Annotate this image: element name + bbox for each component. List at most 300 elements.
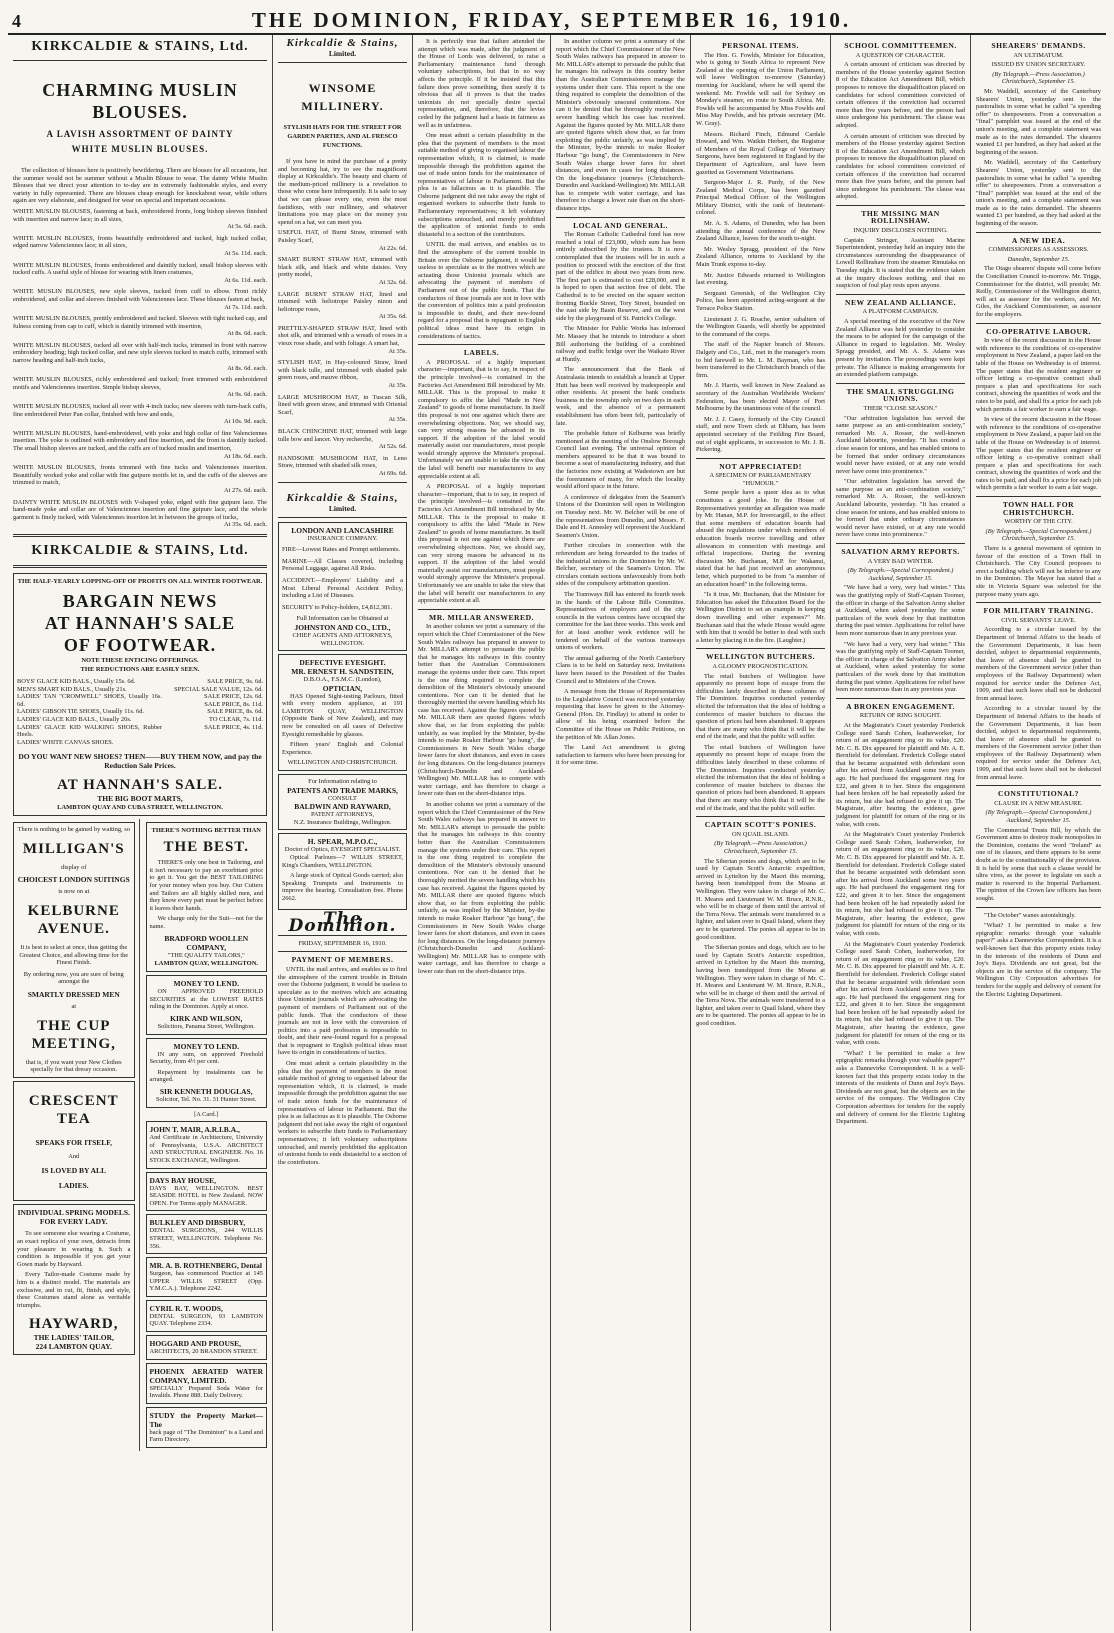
constitutional-head: CONSTITUTIONAL? xyxy=(998,789,1079,799)
patents-firm: BALDWIN AND RAYWARD, xyxy=(294,802,391,812)
labels-head: LABELS. xyxy=(463,348,500,358)
blouse-item-text: WHITE MUSLIN BLOUSES, tucked all over with 4-inch tucks; new sleeves with turn-back cuffs, fine embroidered Peter Pan collar, finished with bow and ends, xyxy=(13,403,267,418)
best-body2: We charge only for the Suit—not for the name. xyxy=(149,915,263,931)
blouse-item xyxy=(13,342,267,372)
card-body: Surgeon, has commenced Practice at 145 UPPER WILLIS STREET (Opp. Y.M.C.A.). Telephone 2242. xyxy=(149,1270,263,1293)
hat-item-price: At 35s. xyxy=(388,347,407,355)
local-para: The Tramways Bill has entered its fourth week in the hands of the Labour Bills Committee. Representatives of employers and of the city councils in the various centres have occupied the committee for the last three weeks. This week and for at least another week evidence will be tendered on behalf of the various tramways unions of workers. xyxy=(556,590,685,652)
local-para: The announcement that the Bank of Australasia intends to establish a branch at Upper Hutt has been well received by tradespeople and other residents. At present the bank conducts business in the township only on two days in each week, and the absence of a permanent establishment has often been felt, particularly of late. xyxy=(556,366,685,427)
editorial-head: PAYMENT OF MEMBERS. xyxy=(291,955,394,965)
local-para: A conference of delegates from the Seamen's Unions of the Dominion will open in Wellington on Tuesday next. Mr. W. Belcher will be one of the representatives from Dunedin, and Messrs. F. Dale and H. Annesley will represent the Auckland Seamen's Union. xyxy=(556,493,685,539)
spear-title: Doctor of Optics, EYESIGHT SPECIALIST. xyxy=(284,846,401,854)
hannah-price: SALE PRICE, 4s. 11d. xyxy=(204,723,263,731)
missing-head: THE MISSING MAN ROLLINSHAW. xyxy=(861,208,940,226)
milligan-street: KELBURNE AVENUE. xyxy=(27,903,120,938)
blouse-list xyxy=(13,208,267,529)
newspaper-title: THE DOMINION, FRIDAY, SEPTEMBER 16, 1910. xyxy=(251,8,852,32)
money-ad-head: MONEY TO LEND. xyxy=(173,1041,239,1051)
local-para: The Roman Catholic Cathedral fund has now reached a total of £23,000, which sum has been entirely subscribed by the trustees. It is now contemplated that the trustees will be in such a position to proceed with the erection of the first part of the edifice in about two years from now. The first part is estimated to cost £28,000, and it is hoped to open that section free of debt. The Cathedral is to be erected on the square section fronting Buckle Street, Tory Street, bounded on the east side by Basin Reserve, and on the west side by the playground of St. Patrick's College. xyxy=(556,231,685,322)
blouse-item-price: At 7s. 11d. each. xyxy=(224,303,267,311)
money-ad-addr: Solicitor, Tel. No. 31. 31 Hunter Street. xyxy=(155,1095,257,1103)
winsome-title2: MILLINERY. xyxy=(301,99,384,113)
milligan-at: at xyxy=(71,1003,77,1011)
card-label: [A Card.] xyxy=(194,1110,219,1118)
insurance-head2: INSURANCE COMPANY. xyxy=(307,534,378,542)
shearers-body-cont: Mr. Waddell, secretary of the Canterbury Shearers' Union, yesterday sent to the pastoralists in some what he called "a spending offer" to sheepowners. From a conversation a "final" pamphlet was issued at the end of the union's meeting, and a complete statement was made as to the rates demanded. The shearers wanted £1 per hundred, as they had asked at the beginning of the season. xyxy=(976,159,1101,228)
blouse-item-price: At 9s. 6d. each. xyxy=(227,391,267,399)
hannah-note2: THE REDUCTIONS ARE EASILY SEEN. xyxy=(80,665,200,673)
milligan-body3: that is, if you want your New Clothes specially for that dressy occasion. xyxy=(25,1058,122,1074)
military-body-cont: According to a circular issued by the Department of Internal Affairs to the heads of the Government Departments, it has been decided, subject to departmental requirements, that leave of absence shall be granted to members of the Government service (other than employees of the Railway Department) when required for service under the Defence Act, 1909, and that such leave shall not be deducted from annual leave. xyxy=(976,705,1101,781)
blouse-intro: The collection of blouses here is positively bewildering. There are blouses for all occasions, but the summer would not be summer without a Muslin Blouse to wear. The dainty White Muslin Blouses that we direct your attention to to-day are in extremely fashionable styles, and every variety in fully represented. There are blouses cheap enough for knockabout wear, while others again are very elaborate, and designed for wear on special and important occasions. xyxy=(13,167,267,205)
card-name: MR. A. B. ROTHENBERG, Dental xyxy=(149,1261,263,1271)
hat-item-price: At 69s. 6d. xyxy=(378,469,407,477)
tea-line2: And xyxy=(68,1152,80,1160)
townhall-head: TOWN HALL FOR CHRISTCHURCH. xyxy=(1002,500,1075,517)
blouse-item-price: At 18s. 6d. each. xyxy=(224,452,267,460)
hat-item-text: BLACK CHINCHINE HAT, trimmed with large tulle bow and lancer. Very recherche, xyxy=(278,428,407,443)
lower-left-ads xyxy=(13,819,140,1451)
insurance-info: Full Information can be Obtained at xyxy=(296,615,389,623)
blouse-subhead: A LAVISH ASSORTMENT OF DAINTY xyxy=(46,129,234,139)
card-name: JOHN T. MAIR, A.R.I.B.A., xyxy=(149,1125,240,1135)
column-6 xyxy=(831,35,971,1631)
alliance-body: A special meeting of the executive of the New Zealand Alliance was held yesterday to consider the means to be adopted for the campaign of the Alliance in regard to legislation. Mr. Wesley Spragg presided, and Mr. A. S. Adams was present by invitation. The proceedings were kept private. The Alliance is making arrangements for an extended platform campaign. xyxy=(836,318,965,379)
hannah-question: DO YOU WANT NEW SHOES? THEN——BUY THEM NOW, and pay the Reduction Sale Prices. xyxy=(18,752,262,771)
personal-para: The Hon. G. Fowlds, Minister for Education, who is going to South Africa to represent New Zealand at the opening of the Union Parliament, will leave Wellington to-morrow (Saturday) morning for Auckland, where he will spend the weekend. Mr. Fowlds will sail for Sydney on Monday's steamer, en route to South Africa. Mr. Fowlds will be accompanied by Miss Fowlds and Miss May Fowlds, and his private secretary (Mr. W. Gray). xyxy=(696,51,825,127)
assessors-body: The Otago shearers' dispute will come before the Conciliation Council to-morrow. Mr. Triggs, Commissioner for the district, will preside; Mr. Reilly, Commissioner of the Wellington district, will act as assessor for the workers, and Mr. Giles, the Auckland Commissioner, as assessor for the employers. xyxy=(976,265,1101,318)
optician-body: HAS Opened Sight-testing Parlours, fitted with every modern appliance, at 191 LAMBTON QUAY, WELLINGTON (Opposite Bank of New Zealand), and may now be consulted on all cases of Defective Eyesight remediable by glasses. xyxy=(282,692,403,738)
editorial-date: FRIDAY, SEPTEMBER 16, 1910. xyxy=(298,939,387,947)
masthead xyxy=(8,6,1106,35)
card-body: DENTAL SURGEONS, 244 WILLIS STREET, WELLINGTON. Telephone No. 356. xyxy=(149,1227,263,1250)
hat-item xyxy=(278,229,407,252)
tea-line1: SPEAKS FOR ITSELF, xyxy=(35,1137,113,1147)
editorial-para-2-cont: One must admit a certain plausibility in the plea that the payment of members is the most suitable method of giving to organised labour the representation which, it is claimed, is made impossible through the prohibition against the use of trade union funds for the maintenance of representatives of labour in Parliament. But the plea is as fallacious as it is plausible. The Osborne judgment did not take away the right of organised workers to subscribe their funds to Parliamentary representatives; it left voluntary subscriptions untouched, and merely prohibited the application of unionist funds to ends distasteful to a section of the contributors. xyxy=(418,132,545,238)
hannah-top: THE HALF-YEARLY LOPPING-OFF OF PROFITS ON ALL WINTER FOOTWEAR. xyxy=(17,577,263,585)
local-list xyxy=(556,231,685,767)
card-ad xyxy=(146,1300,268,1332)
editorial-para-1: UNTIL the mail arrives, and enables us to find the atmosphere of the current trouble in Britain over the Osborne judgment, it would be useless to speculate as to the motives which are actuating those Unionist journals which are advocating the payment of members of Parliament out of the public funds. That the conductors of these journals are not in love with the conversion of politics into a paid profession is impossible to doubt, and their new-found regard for a proposal that is repugnant to English political ideas must have its origin in considerations of tactics. xyxy=(278,965,407,1057)
constitutional-sub: CLAUSE IN A NEW MEASURE. xyxy=(994,799,1083,807)
best-body: THERE'S only one best in Tailoring, and it isn't necessary to pay an exorbitant price to get it. You get the BEST TAILORING for your money when you buy. Our Cutters and Tailors are all highly skilled men, and they know every part must be perfect before it leaves their hands. xyxy=(149,859,263,912)
constitutional-body: The Commercial Trusts Bill, by which the Government aims to destroy trade monopolies in the Dominion, contains the word "Ireland" as one of its clauses, and there appears to be some doubt as to the constitutionality of the provision. It is held by some that such a clause would be ultra vires, as the power to legislate on such a matter is reserved to the Imperial Parliament. The opinion of the Crown law officers has been sought. xyxy=(976,826,1101,902)
hat-item-text: STYLISH HAT, in Hay-coloured Straw, lined with black tulle, and trimmed with shaded pale green roses, and mauve ribbon, xyxy=(278,359,407,382)
local-para: The probable future of Kelburne was briefly mentioned at the meeting of the Onslow Borough Council last evening. The universal opinion of members appeared to be that it was bound to become a seat of manufacturing industry, and that the factories now existing at Wadestown are but the forerunners of many, for which the locality would afford space in the future. xyxy=(556,430,685,491)
money-ad xyxy=(146,975,268,1034)
winsome-ltd: Limited. xyxy=(328,49,357,58)
blouse-item-text: WHITE MUSLIN BLOUSES, richly embroidered and tucked; front trimmed with embroidered motifs and Valenciennes insertion. Simple bishop sleeves, xyxy=(13,376,267,391)
hat-item-price: At 52s. 6d. xyxy=(378,443,407,451)
shearers-sub2: ISSUED BY UNION SECRETARY. xyxy=(991,61,1086,69)
october-head: "The October" wanes astonishingly. xyxy=(984,911,1076,919)
unions-body: "Our arbitration legislation has served the same purpose as an anti-combination society," remarked Mr. A. Rosser, the well-known Auckland labourite, yesterday. "It has created a close season for unions, and has enabled unions to be formed that under ordinary circumstances would never have existed, or at any rate would never have come into prominence." xyxy=(836,414,965,475)
unions-sub: THEIR "CLOSE SEASON." xyxy=(863,404,938,412)
insurance-line: SECURITY to Policy-holders, £4,812,381. xyxy=(282,603,392,611)
hayward-ad xyxy=(13,1204,135,1355)
hannah-headline2: AT HANNAH'S SALE xyxy=(44,612,236,633)
kirkcaldie-firm: KIRKCALDIE & STAINS, Ltd. xyxy=(31,39,249,54)
card-name: BULKLEY AND DIBSBURY, xyxy=(149,1218,246,1228)
townhall-body: There is a general movement of opinion in favour of the erection of a Town Hall in Christchurch. The City Council proposes to erect a building which will not be inferior to any in the Dominion. The Mayor has stated that a site in Victoria Square was selected for the purpose many years ago. xyxy=(976,545,1101,598)
hannah-item: LADIES' GIBSON TIE SHOES, Usually 11s. 6d. xyxy=(17,708,145,716)
blouse-item-price: At 27s. 6d. each. xyxy=(224,486,267,494)
spear-ad xyxy=(278,833,407,909)
local-para: The Minister for Public Works has informed Mr. Massey that he intends to introduce a short Bill authorising the building of a combined railway and traffic bridge over the Waikato River at Huntly. xyxy=(556,325,685,363)
personal-para: Sergeant Greenish, of the Wellington City Police, has been appointed acting-sergeant at the Terrace Police Station. xyxy=(696,289,825,312)
local-para: The annual gathering of the North Canterbury Clans is to be held on Saturday next. Invitations have been issued to the President of the Trades Council and to Ministers of the Crown. xyxy=(556,654,685,685)
townhall-dateline: (By Telegraph.—Special Correspondent.) Christchurch, September 15. xyxy=(985,527,1092,543)
blouse-item xyxy=(13,288,267,311)
hannah-footer3: LAMBTON QUAY AND CUBA STREET, WELLINGTON. xyxy=(57,804,223,812)
insurance-agents: JOHNSTON AND CO., LTD., xyxy=(294,622,391,632)
winsome-footer: Kirkcaldie & Stains, xyxy=(286,491,399,504)
personal-head: PERSONAL ITEMS. xyxy=(722,41,799,50)
assessors-head: A NEW IDEA. xyxy=(1011,235,1066,245)
card-ad xyxy=(146,1335,268,1360)
school-body-cont: A certain amount of criticism was directed by members of the House yesterday against Section 8 of the Education Act Amendment Bill, which proposes to remove the disqualification placed on candidates for school committees convicted of certain offences if the conviction had occurred more than five years before, and the person had since undergone his punishment. The clause was adopted. xyxy=(836,132,965,201)
hannah-price: SPECIAL SALE VALUE, 12s. 6d. xyxy=(174,685,263,693)
hannah-price: SALE PRICE, 8s. 11d. xyxy=(204,700,263,708)
hat-item xyxy=(278,394,407,424)
personal-list xyxy=(696,52,825,454)
scott-dateline: (By Telegraph.—Press Association.) Christchurch, September 15. xyxy=(714,840,807,855)
butchers-body: The retail butchers of Wellington have apparently no present hope of escape from the difficulties lately described in these columns of The Dominion. Inquiries conducted yesterday elicited the information that the idea of holding a conference of master butchers to discuss the question of prices had been abandoned. It appears that there are many who think that it will be the end of the trade, and that the public will suffer. xyxy=(696,672,825,741)
hannah-note: NOTE THESE ENTICING OFFERINGS. xyxy=(81,656,199,664)
assessors-sub: COMMISSIONERS AS ASSESSORS. xyxy=(988,246,1089,254)
column-2 xyxy=(273,35,413,1631)
card-name: CYRIL R. T. WOODS, xyxy=(149,1303,223,1313)
insurance-line: FIRE—Lowest Rates and Prompt settlements. xyxy=(282,546,401,554)
blouse-item-text: WHITE MUSLIN BLOUSES, new style sleeves, tucked from cuff to elbow. Front richly embroidered, and collar and sleeves finished with Valenciennes lace. These blouses fasten at back, xyxy=(13,288,267,303)
milligan-display: display of xyxy=(61,863,87,871)
optician-title: OPTICIAN, xyxy=(322,683,363,693)
military-sub: CIVIL SERVANTS' LEAVE. xyxy=(1001,616,1076,624)
hat-item-text: PRETTILY-SHAPED STRAW HAT, lined with shot silk, and trimmed with a wreath of roses in a vieux rose shade, and with foliage. A smart hat, xyxy=(278,324,407,348)
not-appreciated-sub: A SPECIMEN OF PARLIAMENTARY "HUMOUR." xyxy=(709,472,812,487)
money-ad xyxy=(146,1038,268,1108)
milligan-body: It is best to select at once, thus getting the Greatest Choice, and allowing time for the Finest Finish. xyxy=(19,944,129,967)
hannah-item: MEN'S SMART KID BALS., Usually 21s. xyxy=(17,685,127,693)
missing-sub: INQUIRY DISCLOSES NOTHING. xyxy=(853,227,948,235)
hat-item-text: LARGE BURNT STRAW HAT, lined and trimmed with heliotrope Paisley ninon and heliotrope roses, xyxy=(278,290,407,313)
hat-item-price: At 35s. 6d. xyxy=(378,313,407,321)
milligan-event: THE CUP MEETING, xyxy=(31,1017,116,1052)
insurance-ad xyxy=(278,522,407,652)
card-ad xyxy=(146,1407,268,1448)
blouse-item-text: WHITE MUSLIN BLOUSES, fronts beautifully embroidered and tucked, high tucked collar, edged narrow Valenciennes lace; in all sizes, xyxy=(13,234,267,250)
milligan-body2: By ordering now, you are sure of being amongst the xyxy=(23,970,124,986)
card-body: And Certificate in Architecture, University of Pennsylvania, U.S.A. ARCHITECT AND STRUCTURAL ENGINEER. No. 16 STOCK EXCHANGE, Wellington. xyxy=(149,1134,263,1164)
card-body: DENTAL SURGEON, 93 LAMBTON QUAY. Telephone 2334. xyxy=(149,1312,263,1328)
blouse-item xyxy=(13,499,267,529)
insurance-lines xyxy=(282,546,403,611)
blouse-item-text: WHITE MUSLIN BLOUSES, fronts embroidered and daintily tucked, small bishop sleeves with tucked cuffs. A useful style of blouse for wearing with linen costumes, xyxy=(13,261,267,277)
spear-body2: A large stock of Optical Goods carried; also Speaking Trumpets and Instruments to improve the hearing. Consultation free. Phone 2662. xyxy=(282,872,403,902)
patents-head: PATENTS AND TRADE MARKS, xyxy=(287,785,398,795)
hannah-item: LADIES' TAN "CROMWELL" SHOES, Usually 16s. 6d. xyxy=(17,693,162,708)
constitutional-dateline: (By Telegraph.—Special Correspondent.) Auckland, September 15. xyxy=(985,809,1092,825)
hannah-prices xyxy=(168,678,263,746)
patents-sub: PATENT ATTORNEYS, xyxy=(310,811,375,819)
shearers-dateline: (By Telegraph.—Press Association.) Christchurch, September 15. xyxy=(992,70,1085,86)
personal-para: Mr. J. J. Casey, formerly of the City Council staff, and now Town clerk at Eltham, has been appointed secretary of the Feilding Fire Board, out of eight applicants, in succession to Mr. J. B. Pickering. xyxy=(696,415,825,454)
winsome-title: WINSOME xyxy=(308,81,377,95)
military-body: According to a circular issued by the Department of Internal Affairs to the heads of the Government Departments, it has been decided, subject to departmental requirements, that leave of absence shall be granted to members of the Government service (other than employees of the Railway Department) when required for service under the Defence Act, 1909, and that such leave shall not be deducted from annual leave. xyxy=(976,626,1101,702)
hat-item xyxy=(278,359,407,389)
townhall-sub: WORTHY OF THE CITY. xyxy=(1004,518,1073,526)
blouse-item xyxy=(13,403,267,426)
money-ad-addr: Solicitors, Panama Street, Wellington. xyxy=(157,1023,255,1030)
blouse-item xyxy=(13,208,267,231)
blouse-item-text: WHITE MUSLIN BLOUSES, fastening at back, embroidered fronts, long bishop sleeves finished with insertion and narrow lace; in all sizes, xyxy=(13,207,267,223)
card-name: HOGGARD AND PROUSE, xyxy=(149,1339,241,1349)
dominion-banner: The Dominion. xyxy=(288,908,397,937)
optician-quals: D.B.O.A., F.S.M.C. (London), xyxy=(303,676,382,684)
assessors-dateline: Dunedin, September 15. xyxy=(1007,255,1070,263)
not-appreciated-body2: "Is it true, Mr. Buchanan, that the Minister for Education has asked the Education Board for the Wellington District to set an example in keeping down travelling and other expenses?" Mr. Buchanan said that the whole House would agree with him that it would be better to deal with such a letter by placing it in the fire. (Laughter.) xyxy=(696,591,825,644)
editorial-para-1-cont: UNTIL the mail arrives, and enables us to find the atmosphere of the current trouble in Britain over the Osborne judgment, it would be useless to speculate as to the motives which are actuating those Unionist journals which are advocating the payment of members of Parliament out of the public funds. That the conductors of these journals are not in love with the conversion of politics into a paid profession is impossible to doubt, and their new-found regard for a proposal that is repugnant to English political ideas must have its origin in considerations of tactics. xyxy=(418,241,545,340)
editorial-para-3: It is perfectly true that failure attended the attempt which was made, after the judgment of the House of Lords was delivered, to raise a Parliamentary maintenance fund through voluntary subscriptions, but that in no way affects the principle. If it be insisted that this failure does prove something, then surely it is obvious that all it proves is that the trades unionists do not specially desire special representation, and, therefore, that the levies ceded by the judgment had a basis in fairness as well as in unfairness. xyxy=(418,38,545,129)
alliance-sub: A PLATFORM CAMPAIGN. xyxy=(862,308,939,316)
blouse-item-price: At 8s. 6d. each. xyxy=(227,364,267,372)
blouse-item-price: At 5s. 6d. each. xyxy=(227,223,267,231)
hayward-body: To see someone else wearing a Costume, an exact replica of your own, detracts from your pleasure in wearing it. Such a condition is impossible if you get your Gown made by Hayward. xyxy=(17,1230,131,1268)
card-body: ARCHITECTS, 20 BRANDON STREET. xyxy=(149,1348,258,1356)
engagement-body: At the Magistrate's Court yesterday Frederick College sued Sarah Cohen, leatherworker, for return of an engagement ring or its value, £20. Mr. C. B. Dix appeared for plaintiff and Mr. A. E. Bernfield for defendant. Frederick College stated that he became acquainted with defendant soon after his arrival from Auckland some two years ago. He had purchased the engagement ring for £22, and given it to her. Since the engagement had been broken off he had repeatedly asked for its return, but she had refused to give it up. The Magistrate, after hearing the evidence, gave judgment for plaintiff for return of the ring or its value, with costs. xyxy=(836,721,965,828)
money-ad-head: MONEY TO LEND. xyxy=(173,979,239,989)
military-head: FOR MILITARY TRAINING. xyxy=(983,606,1094,616)
unions-body-cont: "Our arbitration legislation has served the same purpose as an anti-combination society," remarked Mr. A. Rosser, the well-known Auckland labourite, yesterday. "It has created a close season for unions, and has enabled unions to be formed that under ordinary circumstances would never have existed, or at any rate would never have come into prominence." xyxy=(836,478,965,539)
personal-para: Mr. Justice Edwards returned to Wellington last evening. xyxy=(696,271,825,287)
card-ad xyxy=(146,1363,268,1404)
personal-para: Messrs. Richard Finch, Edmund Cardale Howard, and Wm. Watkin Herbert, the Registrar of Members of the Royal College of Veterinary Surgeons, have been registered in England by the Department of Agriculture, and have been gazetted as Government Veterinarians. xyxy=(696,130,825,176)
patents-addr: N.Z. Insurance Buildings, Wellington. xyxy=(293,818,392,826)
milligan-intro: There is nothing to be gained by waiting, so xyxy=(17,826,130,834)
best-title: THE BEST. xyxy=(163,839,249,856)
hat-item xyxy=(278,291,407,321)
card-body: back page of "The Dominion" is a Land and Farm Directory. xyxy=(149,1428,263,1444)
card-body: SPECIALLY Prepared Soda Water for Invalids. Phone 888. Daily Delivery. xyxy=(149,1384,263,1400)
scott-sub: ON QUAIL ISLAND. xyxy=(731,830,790,838)
hannah-ad xyxy=(13,573,267,816)
card-list xyxy=(146,1121,268,1448)
hannah-headline1: BARGAIN NEWS xyxy=(62,590,218,611)
not-appreciated-head: NOT APPRECIATED! xyxy=(719,461,802,471)
hat-item-text: USEFUL HAT, of Burnt Straw, trimmed with Paisley Scarf, xyxy=(278,229,407,244)
optician-head: DEFECTIVE EYESIGHT. xyxy=(299,658,386,668)
hannah-price-table xyxy=(17,678,263,746)
salvation-sub: A VERY BAD WINTER. xyxy=(867,557,934,565)
blouse-item-price: At 5s. 11d. each. xyxy=(224,249,267,257)
salvation-head: SALVATION ARMY REPORTS. xyxy=(841,547,960,557)
butchers-body-cont: The retail butchers of Wellington have apparently no present hope of escape from the difficulties lately described in these columns of The Dominion. Inquiries conducted yesterday elicited the information that the idea of holding a conference of master butchers to discuss the question of prices had been abandoned. It appears that there are many who think that it will be the end of the trade, and that the public will suffer. xyxy=(696,743,825,812)
milligan-is-on: is now on at xyxy=(58,888,90,896)
spear-body: Optical Parlours—7 WILLIS STREET, King's Chambers, WELLINGTON. xyxy=(282,854,403,869)
milligan-smart: SMARTLY DRESSED MEN xyxy=(27,990,120,1000)
kirkcaldie-footer-firm: KIRKCALDIE & STAINS, Ltd. xyxy=(31,542,249,558)
card-body: DAYS BAY, WELLINGTON. BEST SEASIDE HOTEL in New Zealand. NOW OPEN. For Terms apply MANAGER. xyxy=(149,1184,263,1207)
butchers-head: WELLINGTON BUTCHERS. xyxy=(705,652,816,662)
school-body: A certain amount of criticism was directed by members of the House yesterday against Section 8 of the Education Act Amendment Bill, which proposes to remove the disqualification placed on candidates for school committees convicted of certain offences if the conviction had occurred more than five years before, and the person had since undergone his punishment. The clause was adopted. xyxy=(836,61,965,129)
hayward-head: INDIVIDUAL SPRING MODELS. xyxy=(17,1208,130,1218)
hannah-item: LADIES' GLACE KID BALS., Usually 20s. xyxy=(17,715,132,723)
hannah-items xyxy=(17,678,162,746)
hannah-headline3: OF FOOTWEAR. xyxy=(63,634,217,655)
butchers-sub: A GLOOMY PROGNOSTICATION. xyxy=(712,662,809,670)
patents-info: For Information relating to xyxy=(308,778,377,786)
blouse-item xyxy=(13,464,267,494)
engagement-body-cont: At the Magistrate's Court yesterday Frederick College sued Sarah Cohen, leatherworker, for return of an engagement ring or its value, £20. Mr. C. B. Dix appeared for plaintiff and Mr. A. E. Bernfield for defendant. Frederick College stated that he became acquainted with defendant soon after his arrival from Auckland some two years ago. He had purchased the engagement ring for £22, and given it to her. Since the engagement had been broken off he had repeatedly asked for its return, but she had refused to give it up. The Magistrate, after hearing the evidence, gave judgment for plaintiff for return of the ring or its value, with costs. xyxy=(836,831,965,937)
optician-ad xyxy=(278,654,407,771)
hannah-price: SALE PRICE, 8s. 6d. xyxy=(207,708,263,716)
shearers-sub: AN ULTIMATUM. xyxy=(1013,51,1064,59)
hat-item-price: At 32s. 6d. xyxy=(378,278,407,286)
scott-head: CAPTAIN SCOTT'S PONIES. xyxy=(704,820,817,830)
best-head: THERE'S NOTHING BETTER THAN xyxy=(151,827,261,835)
engagement-head: A BROKEN ENGAGEMENT. xyxy=(846,701,955,711)
blouse-headline: CHARMING MUSLIN BLOUSES. xyxy=(42,80,238,122)
best-addr: LAMBTON QUAY, WELLINGTON. xyxy=(154,960,259,968)
column-3 xyxy=(413,35,551,1631)
local-head: LOCAL AND GENERAL. xyxy=(573,220,668,230)
milligan-ad xyxy=(13,822,135,1078)
millar-body-cont: In another column we print a summary of the report which the Chief Commissioner of the New South Wales railways has prepared in answer to Mr. MILLAR's attempt to persuade the public that he manages his railways in this country better than the Australian Commissioners manage the systems under their care. This report is the one thing required to complete the demolition of the Minister's obviously unsound contentions. Nor can it be denied that he thoroughly merited the severe handling which his case has received. Against the figures quoted by Mr. MILLAR there are quoted figures which show that, so far from exploiting the public unfairly, as was implied by the Minister, by-the intends to make Roaker Harbour "go hung", the Commissioners in New South Wales charge lower fares for short distances, and even in cases for long distances. On the long-distance journeys (Christchurch-Dunedin and Auckland-Wellington) Mr. MILLAR has to compete with water carriage, and has therefore to charge a lower rate than on the short-distance trips. xyxy=(418,801,545,976)
cooperative-body: In view of the recent discussion in the House with reference to the conditions of co-operative employment in New Zealand, a paper laid on the table of the House on Wednesday is of interest. The paper states that the resident engineer or officer letting a co-operative contract shall prepare a plan and specifications for each contract, showing the quantities of work and the rates to be paid, and shall fix a price for each job which permits a fair worker to earn a fair wage. xyxy=(976,337,1101,413)
engagement-body-cont2: At the Magistrate's Court yesterday Frederick College sued Sarah Cohen, leatherworker, for return of an engagement ring or its value, £20. Mr. C. B. Dix appeared for plaintiff and Mr. A. E. Bernfield for defendant. Frederick College stated that he became acquainted with defendant soon after his arrival from Auckland some two years ago. He had purchased the engagement ring for £22, and given it to her. Since the engagement had been broken off he had repeatedly asked for its return, but she had refused to give it up. The Magistrate, after hearing the evidence, gave judgment for plaintiff for return of the ring or its value, with costs. xyxy=(836,940,965,1047)
october-body: "What? I be permitted to make a few epigraphic remarks through your valuable paper?" asks a Dannevirke Correspondent. It is a well-known fact that this property exists today in the interests of the residents of Dunn and Joy's Bays. Dividends are not great, but the objects are in the service of the company. The Wellington City Corporation advertises for tenders for the supply and delivery of cement for the Electric Lighting Department. xyxy=(836,1049,965,1126)
optician-footer: WELLINGTON AND CHRISTCHURCH. xyxy=(287,759,398,767)
shearers-body: Mr. Waddell, secretary of the Canterbury Shearers' Union, yesterday sent to the pastoralists in some what he called "a spending offer" to sheepowners. From a conversation a "final" pamphlet was issued at the end of the union's meeting, and a complete statement was made as to the rates demanded. The shearers wanted £1 per hundred, as they had asked at the beginning of the season. xyxy=(976,87,1101,156)
winsome-firm: Kirkcaldie & Stains, xyxy=(286,37,399,49)
not-appreciated-body: Some people have a queer idea as to what constitutes a good joke. In the House of Representatives yesterday an allegation was made by Mr. Hanan, M.P. for Invercargill, to the effect that some members of education boards had abused the regulations under which members of education boards receive travelling and other allowances in connection with meetings and official inspections. During the evening discussion Mr. Buchanan, M.P. for Wakanui, stated that he had just received an anonymous letter, which purported to be from "a member of an education board" in the following terms. xyxy=(696,489,825,588)
hat-item-price: At 35s. xyxy=(388,416,407,424)
blouse-item-text: WHITE MUSLIN BLOUSES, tucked all over with half-inch tucks, trimmed in front with narrow embroidery heading; high tucked collar, and new style sleeves tucked to match cuffs, trimmed with narrow heading and half-inch tucks, xyxy=(13,341,267,365)
card-name: DAYS BAY HOUSE, xyxy=(149,1175,216,1185)
tea-line4: LADIES. xyxy=(58,1181,89,1191)
money-ad-body2: Repayment by instalments can be arranged. xyxy=(149,1068,263,1084)
winsome-body: If you have in mind the purchase of a pretty and becoming hat, try to see the magnificent display at Kirkcaldie's. The beauty and charm of the medium-priced millinery is a revelation to those who come here infrequently. It is safe to say that we can please every one, even the most fastidious, with our millinery, and whatever limitations you may place on the money you spend on a hat, we can meet you. xyxy=(278,158,407,226)
local-para: The Land Act amendment is giving satisfaction to farmers who have been pressing for it for some time. xyxy=(556,744,685,767)
column-1 xyxy=(8,35,273,1631)
money-ad-firm: KIRK AND WILSON, xyxy=(170,1014,243,1023)
card-ad xyxy=(146,1214,268,1254)
labels-body: A PROPOSAL of a highly important character—important, that is to say, in respect of the principle involved—is contained in the Factories Act Amendment Bill introduced by Mr. MILLAR. This is the proposal to make it compulsory to affix the label "Made in New Zealand" to goods of home manufacture. In itself this proposal is not one against which there are overwhelming objections. Nor, we should say, can very strong reasons be advanced in its support. If the adoption of the label would materially assist our manufacturers, most people would strongly approve the Minister's proposal. Unfortunately we are unable to take the view that the label will benefit our manufacturers to any appreciable extent at all. xyxy=(418,358,545,480)
tea-name: CRESCENT TEA xyxy=(28,1092,119,1127)
engagement-sub: RETURN OF RING SOUGHT. xyxy=(859,712,942,720)
milligan-name: MILLIGAN'S xyxy=(22,840,125,857)
cooperative-head: CO-OPERATIVE LABOUR. xyxy=(986,326,1091,336)
hannah-item: LADIES' GLACE KID WALKING SHOES, Rubber Heels. xyxy=(17,723,162,739)
editorial-para-2: One must admit a certain plausibility in the plea that the payment of members is the most suitable method of giving to organised labour the representation which, it is claimed, is made impossible through the prohibition against the use of trade union funds for the maintenance of representatives of labour in Parliament. But the plea is as fallacious as it is plausible. The Osborne judgment did not take away the right of organised workers to subscribe their funds to Parliamentary representatives; it left voluntary subscriptions untouched, and merely prohibited the application of unionist funds to ends distasteful to a section of the contributors. xyxy=(278,1060,407,1166)
winsome-sub: STYLISH HATS FOR THE STREET FOR GARDEN PARTIES, AND AL FRESCO FUNCTIONS. xyxy=(283,124,402,149)
card-name: STUDY the Property Market—The xyxy=(149,1410,263,1429)
lower-right-ads xyxy=(146,819,268,1451)
blouse-item xyxy=(13,262,267,285)
blouse-item xyxy=(13,235,267,258)
hannah-item: BOYS' GLACE KID BALS., Usually 15s. 6d. xyxy=(17,677,136,685)
hat-item-price: At 35s. xyxy=(388,382,407,390)
blouse-item-text: WHITE MUSLIN BLOUSES, prettily embroidered and tucked. Sleeves with tight tucked cap, and fulness coming from cap to cuff, which is daintily trimmed with insertion, xyxy=(13,315,267,330)
patents-consult: CONSULT xyxy=(328,794,357,802)
labels-body-cont: A PROPOSAL of a highly important character—important, that is to say, in respect of the principle involved—is contained in the Factories Act Amendment Bill introduced by Mr. MILLAR. This is the proposal to make it compulsory to affix the label "Made in New Zealand" to goods of home manufacture. In itself this proposal is not one against which there are overwhelming objections. Nor, we should say, can very strong reasons be advanced in its support. If the adoption of the label would materially assist our manufacturers, most people would strongly approve the Minister's proposal. Unfortunately we are unable to take the view that the label will benefit our manufacturers to any appreciable extent at all. xyxy=(418,483,545,605)
alliance-head: NEW ZEALAND ALLIANCE. xyxy=(845,297,956,307)
local-para: Further circulars in connection with the referendum are being forwarded to the trades of the industrial unions in the Dominion by Mr. W. Belcher, secretary of the Seamen's Union. The circulars contain sections unfavourably from both sides of the compulsory arbitration question. xyxy=(556,542,685,588)
insurance-agents2: CHIEF AGENTS AND ATTORNEYS, WELLINGTON. xyxy=(292,631,393,647)
hannah-item: LADIES' WHITE CANVAS SHOES. xyxy=(17,738,114,746)
blouse-item-price: At 8s. 6d. each. xyxy=(227,330,267,338)
tea-ad xyxy=(13,1081,135,1202)
blouse-item xyxy=(13,430,267,460)
personal-para: Surgeon-Major J. R. Purdy, of the New Zealand Medical Corps, has been gazetted Principal Medical Officer of the Wellington Military District, with the rank of lieutenant-colonel. xyxy=(696,179,825,217)
hat-item xyxy=(278,455,407,478)
card-name: PHOENIX AERATED WATER COMPANY, LIMITED. xyxy=(149,1366,263,1385)
scott-body: The Siberian ponies and dogs, which are to be used by Captain Scott's Antarctic expedition, arrived in Lyttelton by the Maori this morning, having been transhipped from the Moana at Wellington. They were taken in charge of Mr. C. H. Meares and Lieutenant W. M. Bruce, R.N.R., who will be in charge of them until the arrival of the Terra Nova. The animals were transferred to a lighter, and taken over to Quail Island, where they are to be quartered. The ponies all appear to be in good condition. xyxy=(696,857,825,941)
hannah-price: TO CLEAR, 7s. 11d. xyxy=(209,715,263,723)
page-number: 4 xyxy=(12,11,21,31)
blouse-item-price: At 6s. 11d. each. xyxy=(224,276,267,284)
blouse-item-price: At 10s. 9d. each. xyxy=(224,418,267,426)
card-ad xyxy=(146,1172,268,1212)
optician-body2: Fifteen years' English and Colonial Experience. xyxy=(282,741,403,756)
blouse-item-text: WHITE MUSLIN BLOUSES, hand-embroidered, with yoke and high collar of fine Valenciennes insertion. The yoke is outlined with embroidery and fine insertion, and the front is daintily tucked. The small bishop sleeves are tucked, and the cuffs are of tucked muslin and insertion, xyxy=(13,429,267,452)
missing-body: Captain Stringer, Assistant Marine Superintendent, yesterday held an inquiry into the circumstances surrounding the disappearance of Lowell Rollinshaw from the steamer Rimutaka on Tuesday night. It is stated that the evidence taken at the inquiry discloses nothing, and that no suspicion of foul play rests upon anyone. xyxy=(836,236,965,290)
hat-item xyxy=(278,256,407,286)
salvation-body: "We have had a very, very bad winter." This was the gratifying reply of Staff-Captain Toomer, the officer in charge of the Salvation Army shelter at Auckland, when asked yesterday for some particulars of the work done by that institution during the past winter. Applications for relief have been more numerous than in any previous year. xyxy=(836,584,965,637)
spear-name: H. SPEAR, M.P.O.C., xyxy=(307,837,378,847)
hayward-line: THE LADIES' TAILOR, xyxy=(33,1333,114,1343)
hayward-body2: Every Tailor-made Costume made by him is a distinct model. The materials are exclusive, and in cut, fit, finish, and style, these Costumes stand alone as veritable triumphs. xyxy=(17,1271,131,1309)
lower-ads xyxy=(13,819,267,1451)
money-ad-body: ON APPROVED FREEHOLD SECURITIES at the LOWEST RATES ruling in the Dominion. Apply at once. xyxy=(149,988,263,1011)
hannah-footer: AT HANNAH'S SALE. xyxy=(56,777,224,794)
money-ad-body: IN any sum, on approved Freehold Security, from 4½ per cent. xyxy=(149,1050,263,1066)
column-7 xyxy=(971,35,1106,1631)
hat-item xyxy=(278,325,407,355)
millar-body-cont2: In another column we print a summary of the report which the Chief Commissioner of the New South Wales railways has prepared in answer to Mr. MILLAR's attempt to persuade the public that he manages his railways in this country better than the Australian Commissioners manage the systems under their care. This report is the one thing required to complete the demolition of the Minister's obviously unsound contentions. Nor can it be denied that he thoroughly merited the severe handling which his case has received. Against the figures quoted by Mr. MILLAR there are quoted figures which show that, so far from exploiting the public unfairly, as was implied by the Minister, by-the intends to make Roaker Harbour "go hung", the Commissioners in New South Wales charge lower fares for short distances, and even in cases for long distances. On the long-distance journeys (Christchurch-Dunedin and Auckland-Wellington) Mr. MILLAR has to compete with water carriage, and has therefore to charge a lower rate than on the short-distance trips. xyxy=(556,38,685,213)
personal-para: Mr. J. Harris, well known in New Zealand as secretary of the Australian Worldwide Workers' Federation, has been elected Mayor of Port Melbourne by the unanimous vote of the council. xyxy=(696,382,825,413)
shearers-head: SHEARERS' DEMANDS. xyxy=(991,41,1086,50)
blouse-item-price: At 35s. 6d. each. xyxy=(224,521,267,529)
personal-para: Mr. A. S. Adams, of Dunedin, who has been attending the annual conference of the New Zealand Alliance, leaves for the south to-night. xyxy=(696,220,825,243)
column-5 xyxy=(691,35,831,1631)
money-ads xyxy=(146,975,268,1107)
card-ad xyxy=(146,1121,268,1168)
blouse-subhead2: WHITE MUSLIN BLOUSES. xyxy=(71,144,209,154)
best-firm: BRADFORD WOOLLEN COMPANY, xyxy=(164,933,249,952)
hayward-addr: 224 LAMBTON QUAY. xyxy=(35,1342,112,1352)
insurance-line: ACCIDENT.—Employers' Liability and a Most Liberal Personal Accident Policy, including a List of Diseases. xyxy=(282,576,403,600)
hat-list xyxy=(278,229,407,477)
milligan-goods: CHOICEST LONDON SUITINGS xyxy=(17,875,130,885)
hat-item-text: SMART BURNT STRAW HAT, trimmed with black silk, and black and white daisies. Very pretty model, xyxy=(278,256,407,279)
hat-item-price: At 22s. 6d. xyxy=(378,244,407,252)
salvation-dateline: (By Telegraph.—Special Correspondent.) Auckland, September 15. xyxy=(847,567,954,582)
scott-body-cont: The Siberian ponies and dogs, which are to be used by Captain Scott's Antarctic expedition, arrived in Lyttelton by the Maori this morning, having been transhipped from the Moana at Wellington. They were taken in charge of Mr. C. H. Meares and Lieutenant W. M. Bruce, R.N.R., who will be in charge of them until the arrival of the Terra Nova. The animals were transferred to a lighter, and taken over to Quail Island, where they are to be quartered. The ponies all appear to be in good condition. xyxy=(696,944,825,1028)
hayward-name: HAYWARD, xyxy=(28,1316,119,1333)
unions-head: THE SMALL STRUGGLING UNIONS. xyxy=(846,386,955,404)
blouse-item xyxy=(13,315,267,338)
hannah-price: SALE PRICE, 9s. 6d. xyxy=(207,677,263,685)
insurance-line: MARINE—All Classes covered, including Personal Luggage, against All Risks. xyxy=(282,557,403,573)
blouse-item-text: DAINTY WHITE MUSLIN BLOUSES with V-shaped yoke, edged with fine guipure lace. The hand-made yoke and collar are of Valenciennes insertion and fine guipure lace, and the whole garment is finely tucked, with Valenciennes insertion let in between the groups of tucks, xyxy=(13,498,267,521)
money-ad-firm: SIR KENNETH DOUGLAS, xyxy=(159,1086,253,1096)
tea-line3: IS LOVED BY ALL xyxy=(41,1166,107,1176)
patents-ad xyxy=(278,774,407,830)
winsome-footer-ltd: Limited. xyxy=(328,503,357,513)
personal-para: The staff of the Napier branch of Messrs. Dalgety and Co., Ltd., met in the manager's room to bid farewell to Mr. L. M. Bayman, who has been transferred to the Christchurch branch of the firm. xyxy=(696,341,825,379)
insurance-head: LONDON AND LANCASHIRE xyxy=(291,525,394,535)
